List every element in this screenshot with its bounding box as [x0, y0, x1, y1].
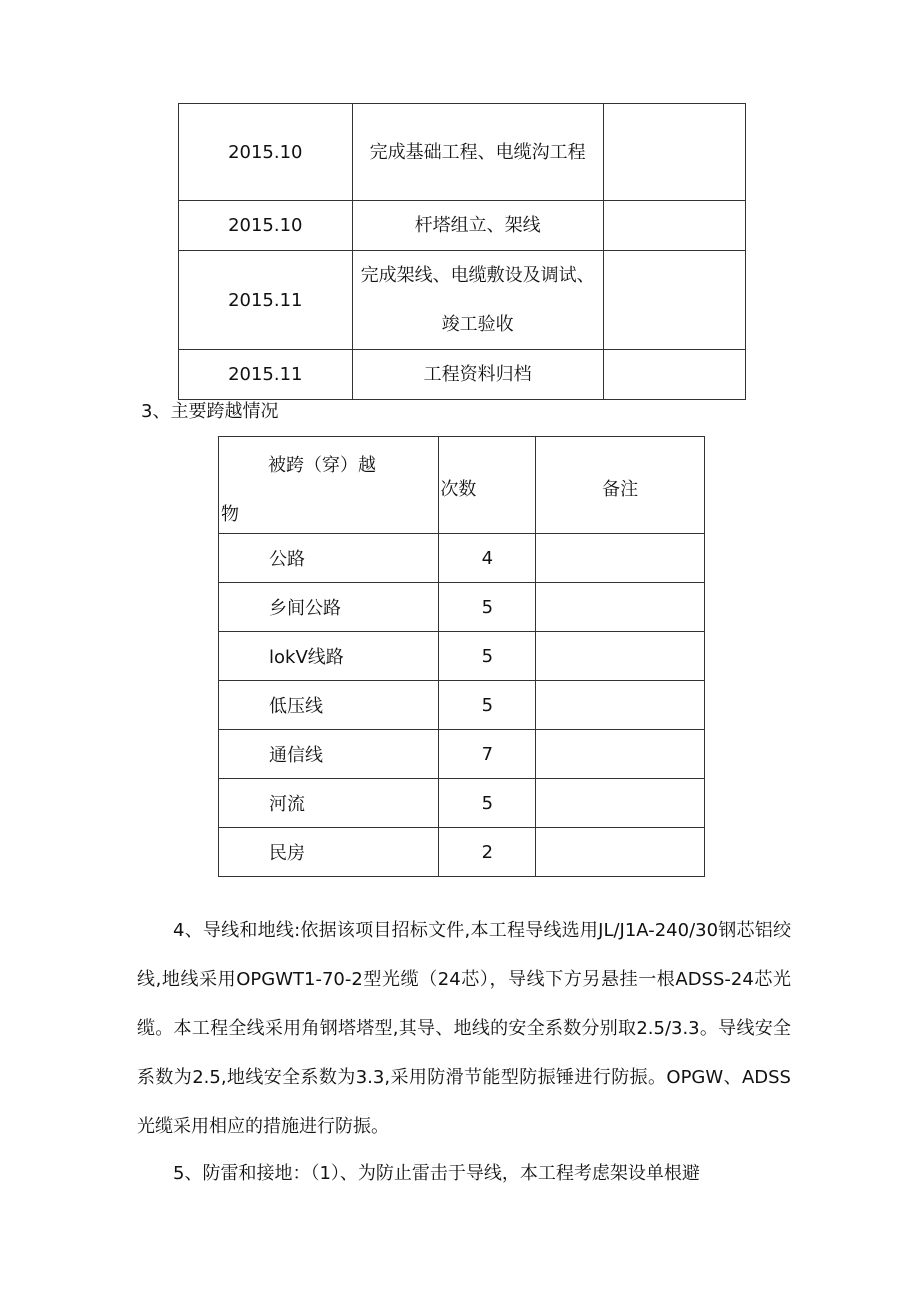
note-cell [536, 632, 705, 681]
count-cell: 5 [439, 632, 536, 681]
header-object-line2: 物 [221, 504, 239, 525]
note-cell [536, 583, 705, 632]
task-cell: 完成基础工程、电缆沟工程 [352, 104, 603, 201]
crossing-table [218, 436, 705, 877]
table-row [219, 730, 705, 779]
header-count-cell: 次数 [439, 437, 536, 534]
count-cell: 5 [439, 681, 536, 730]
date-cell: 2015.11 [179, 251, 353, 350]
header-note-cell: 备注 [536, 437, 705, 534]
header-object-cell [219, 437, 439, 534]
object-cell: lokV线路 [219, 632, 439, 681]
task-cell: 工程资料归档 [352, 350, 603, 400]
table-row [219, 779, 705, 828]
table-row [179, 104, 746, 201]
note-cell [536, 681, 705, 730]
date-cell: 2015.10 [179, 104, 353, 201]
schedule-table [178, 103, 746, 400]
task-cell: 完成架线、电缆敷设及调试、竣工验收 [352, 251, 603, 350]
count-cell: 2 [439, 828, 536, 877]
header-object-line1: 被跨（穿）越 [268, 455, 376, 476]
table-row [219, 632, 705, 681]
note-cell [603, 350, 745, 400]
count-cell: 5 [439, 779, 536, 828]
table-row [179, 350, 746, 400]
note-cell [536, 534, 705, 583]
note-cell [536, 828, 705, 877]
section-heading: 3、主要跨越情况 [141, 401, 279, 422]
lightning-paragraph: 5、防雷和接地：（1）、为防止雷击于导线，本工程考虑架设单根避 [173, 1163, 700, 1184]
object-cell: 民房 [219, 828, 439, 877]
conductor-paragraph: 4、导线和地线:依据该项目招标文件,本工程导线选用JL/J1A-240/30钢芯铝绞线,地线采用OPGWT1-70-2型光缆（24芯），导线下方另悬挂一根ADSS-24芯光缆。本工程全线采用角钢塔塔型,其导、地线的安全系数分别取2.5/3.3。导线安全系数为2.5,地线安全系数为3.3,采用防滑节能型防振锤进行防振。OPGW、ADSS光缆采用相应的措施进行防振。 [137, 920, 791, 1137]
date-cell: 2015.10 [179, 201, 353, 251]
task-cell: 杆塔组立、架线 [352, 201, 603, 251]
object-cell: 通信线 [219, 730, 439, 779]
object-cell: 公路 [219, 534, 439, 583]
note-cell [603, 104, 745, 201]
table-row [219, 534, 705, 583]
object-cell: 乡间公路 [219, 583, 439, 632]
count-cell: 4 [439, 534, 536, 583]
count-cell: 7 [439, 730, 536, 779]
date-cell: 2015.11 [179, 350, 353, 400]
table-row [179, 251, 746, 350]
object-cell: 河流 [219, 779, 439, 828]
count-cell: 5 [439, 583, 536, 632]
note-cell [536, 730, 705, 779]
table-header-row [219, 437, 705, 534]
table-row [219, 828, 705, 877]
note-cell [536, 779, 705, 828]
table-row [219, 681, 705, 730]
note-cell [603, 251, 745, 350]
table-row [219, 583, 705, 632]
note-cell [603, 201, 745, 251]
object-cell: 低压线 [219, 681, 439, 730]
table-row [179, 201, 746, 251]
